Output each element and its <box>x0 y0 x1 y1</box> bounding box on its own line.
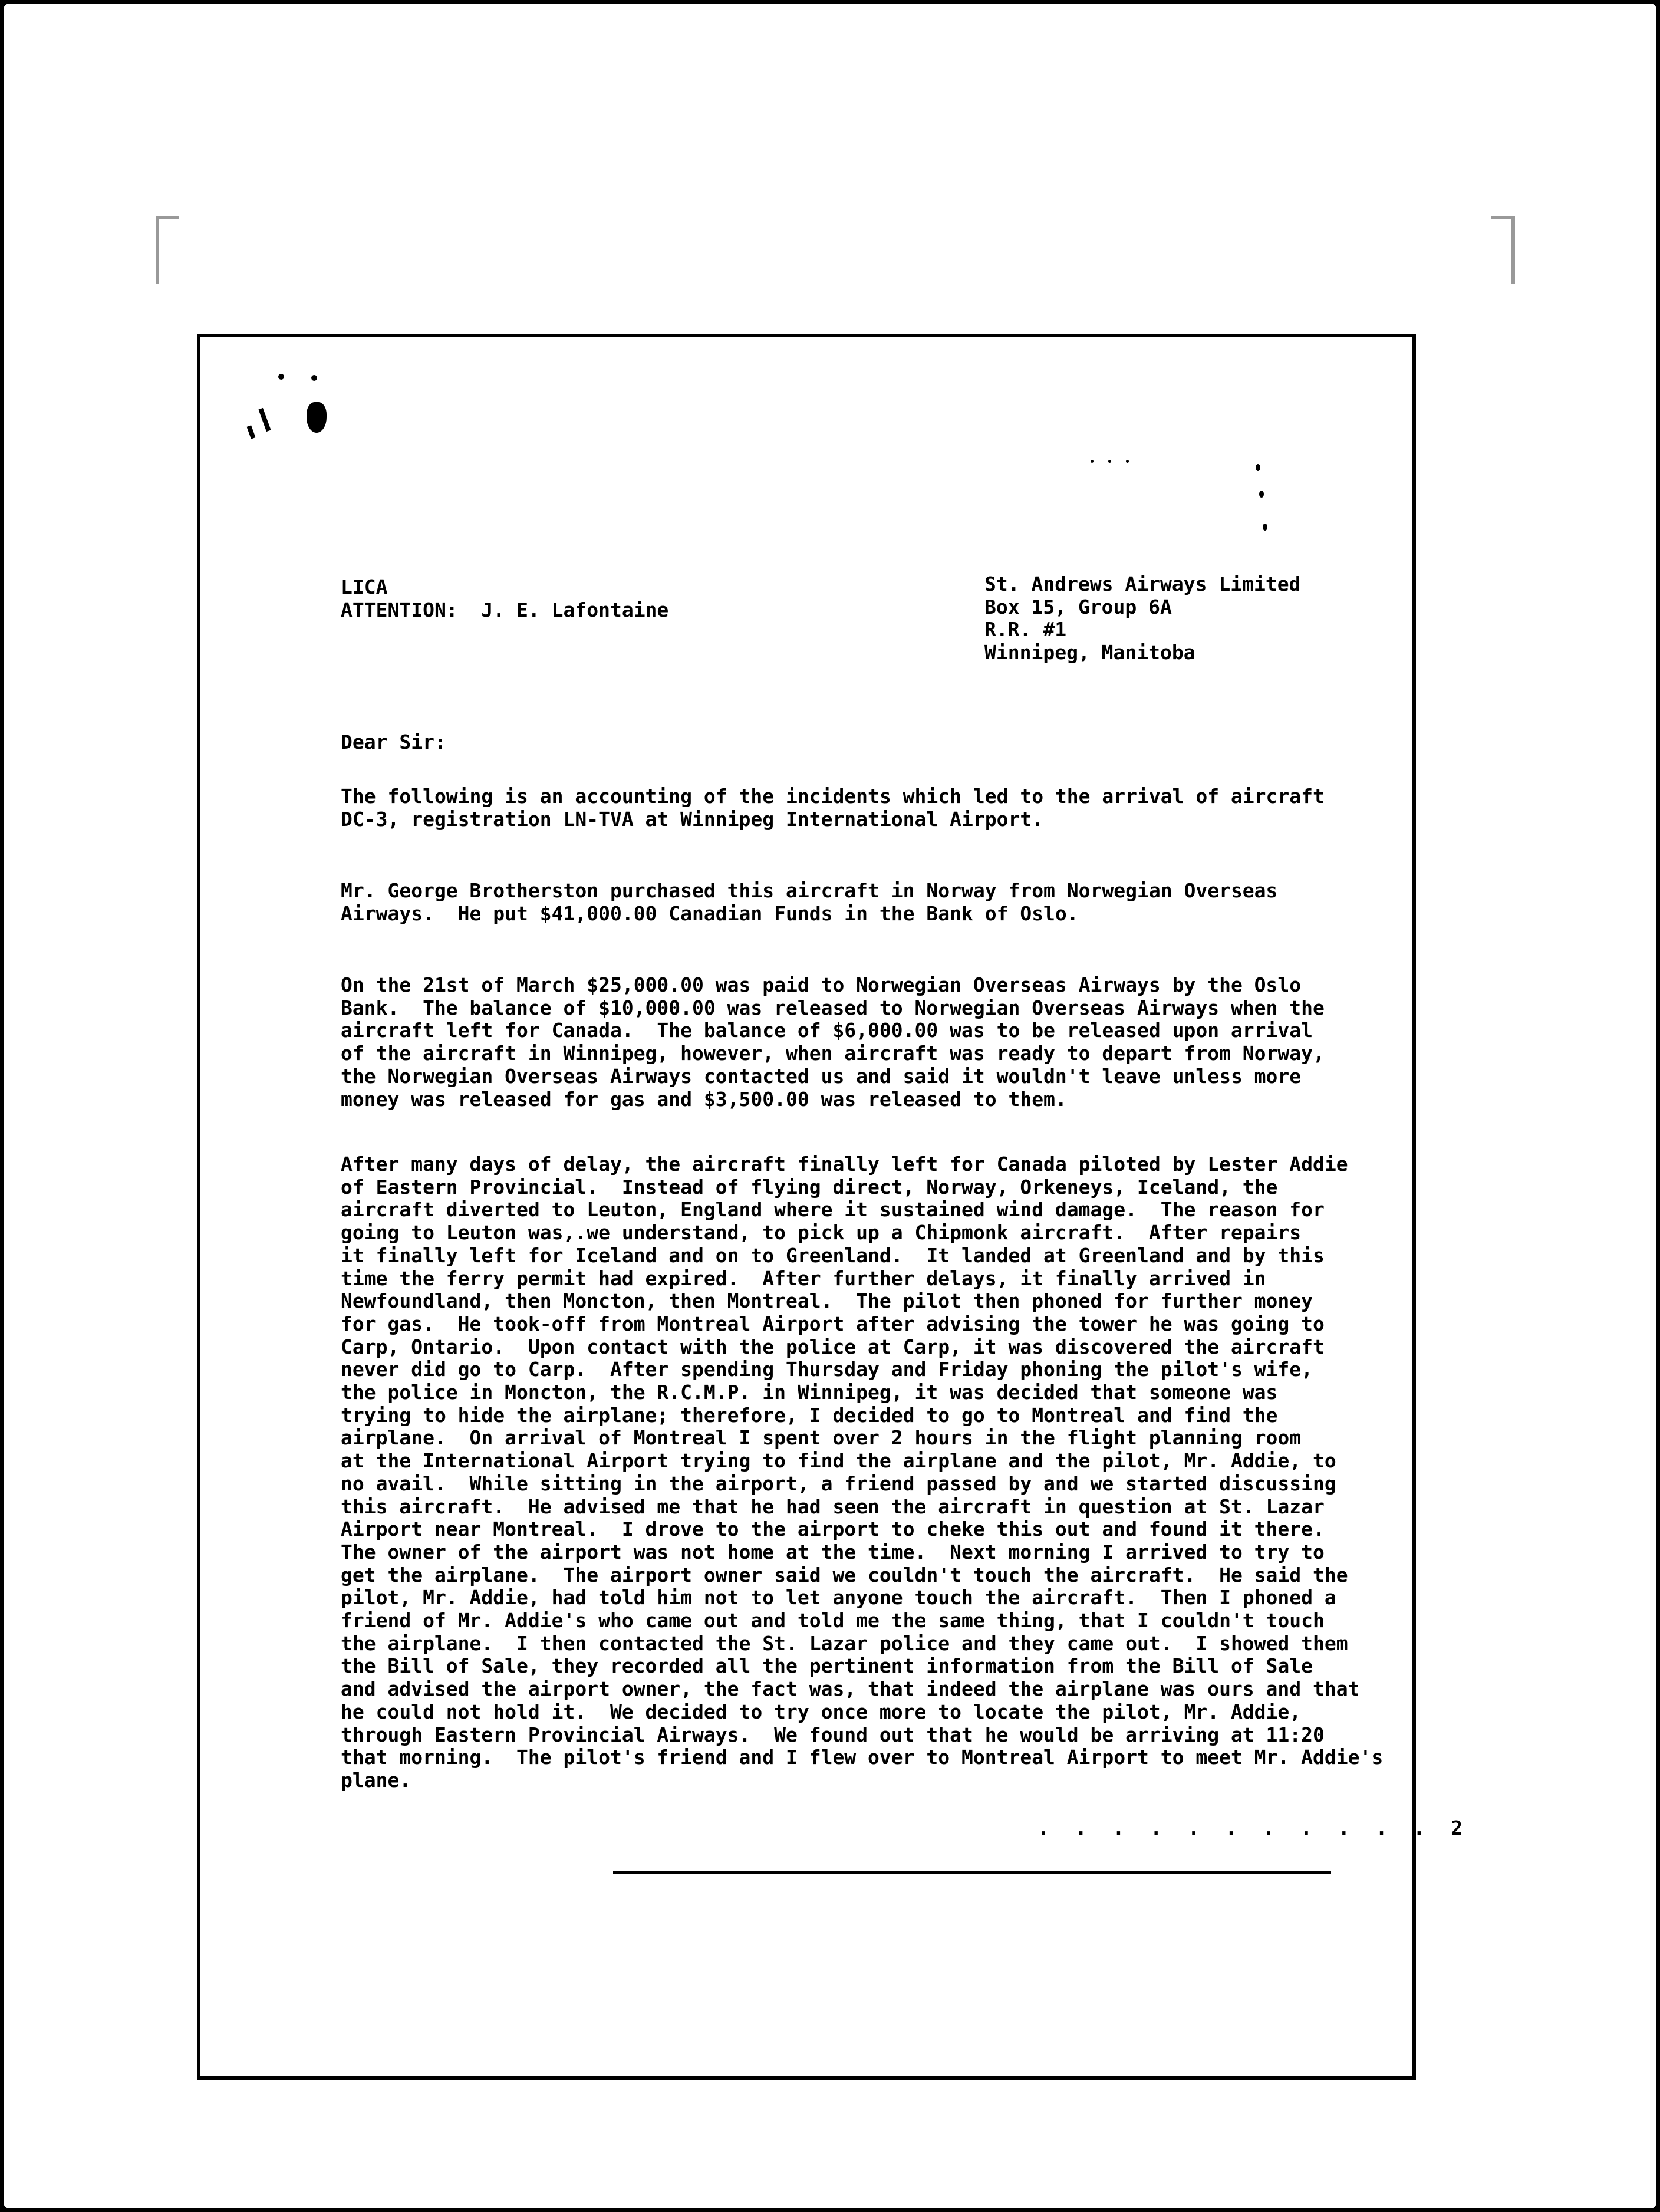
scan-border <box>4 4 1656 2208</box>
sender-city: Winnipeg, Manitoba <box>984 641 1195 664</box>
recipient-name: LICA <box>341 575 388 598</box>
sender-name: St. Andrews Airways Limited <box>984 572 1301 595</box>
scan-speck <box>1256 464 1260 471</box>
footer-rule <box>613 1871 1331 1874</box>
scan-speck <box>1108 460 1111 463</box>
scan-speck <box>1126 460 1129 463</box>
scan-speck <box>1091 460 1094 463</box>
scan-speck <box>307 402 327 433</box>
page-continuation: . . . . . . . . . . . 2 <box>1038 1816 1470 1839</box>
sender-rural-route: R.R. #1 <box>984 618 1067 641</box>
scan-speck <box>311 375 317 381</box>
crop-mark-left <box>156 216 179 284</box>
body-paragraph: The following is an accounting of the incidents which led to the arrival of aircraft DC-3, registration LN-TVA at Winnipeg International Airport. <box>341 785 1325 831</box>
sender-box: Box 15, Group 6A <box>984 595 1172 618</box>
body-paragraph: Mr. George Brotherston purchased this aircraft in Norway from Norwegian Overseas Airways. He put $41,000.00 Canadian Funds in the Bank of Oslo. <box>341 879 1278 925</box>
salutation: Dear Sir: <box>341 730 446 753</box>
scan-speck <box>246 425 255 439</box>
crop-mark-right <box>1491 216 1515 284</box>
scan-speck <box>258 408 271 432</box>
letter-page <box>197 334 1470 2080</box>
scan-speck <box>1259 491 1264 498</box>
scan-speck <box>278 374 284 380</box>
scan-speck <box>1263 524 1267 531</box>
body-paragraph: On the 21st of March $25,000.00 was paid to Norwegian Overseas Airways by the Oslo Bank. The balance of $10,000.00 was released to Norwegian Overseas Airways when the aircraft left for Canada. The balance of $6,000.00 was to be released upon arrival of the aircraft in Winnipeg, however, when aircraft was ready to depart from Norway, the Norwegian Overseas Airways contacted us and said it wouldn't leave unless more money was released for gas and $3,500.00 was released to them. <box>341 973 1325 1111</box>
sender-address <box>984 573 1300 664</box>
body-paragraph: After many days of delay, the aircraft finally left for Canada piloted by Lester Addie of Eastern Provincial. Instead of flying direct, Norway, Orkeneys, Iceland, the aircraft diverted to Leuton, England where it sustained wind damage. The reason for going to Leuton was,.we understand, to pick up a Chipmonk aircraft. After repairs it finally left for Iceland and on to Greenland. It landed at Greenland and by this time the ferry permit had expired. After further delays, it finally arrived in Newfoundland, then Moncton, then Montreal. The pilot then phoned for further money for gas. He took-off from Montreal Airport after advising the tower he was going to Carp, Ontario. Upon contact with the police at Carp, it was discovered the aircraft never did go to Carp. After spending Thursday and Friday phoning the pilot's wife, the police in Moncton, the R.C.M.P. in Winnipeg, it was decided that someone was trying to hide the airplane; therefore, I decided to go to Montreal and find the airplane. On arrival of Montreal I spent over 2 hours in the flight planning room at the International Airport trying to find the airplane and the pilot, Mr. Addie, to no avail. While sitting in the airport, a friend passed by and we started discussing this aircraft. He advised me that he had seen the aircraft in question at St. Lazar Airport near Montreal. I drove to the airport to cheke this out and found it there. The owner of the airport was not home at the time. Next morning I arrived to try to get the airplane. The airport owner said we couldn't touch the aircraft. He said the pilot, Mr. Addie, had told him not to let anyone touch the aircraft. Then I phoned a friend of Mr. Addie's who came out and told me the same thing, that I couldn't touch the airplane. I then contacted the St. Lazar police and they came out. I showed them the Bill of Sale, they recorded all the pertinent information from the Bill of Sale and advised the airport owner, the fact was, that indeed the airplane was ours and that he could not hold it. We decided to try once more to locate the pilot, Mr. Addie, through Eastern Provincial Airways. We found out that he would be arriving at 11:20 that morning. The pilot's friend and I flew over to Montreal Airport to meet Mr. Addie's plane. <box>341 1153 1384 1792</box>
recipient-block <box>341 576 668 621</box>
recipient-attention: ATTENTION: J. E. Lafontaine <box>341 598 669 621</box>
